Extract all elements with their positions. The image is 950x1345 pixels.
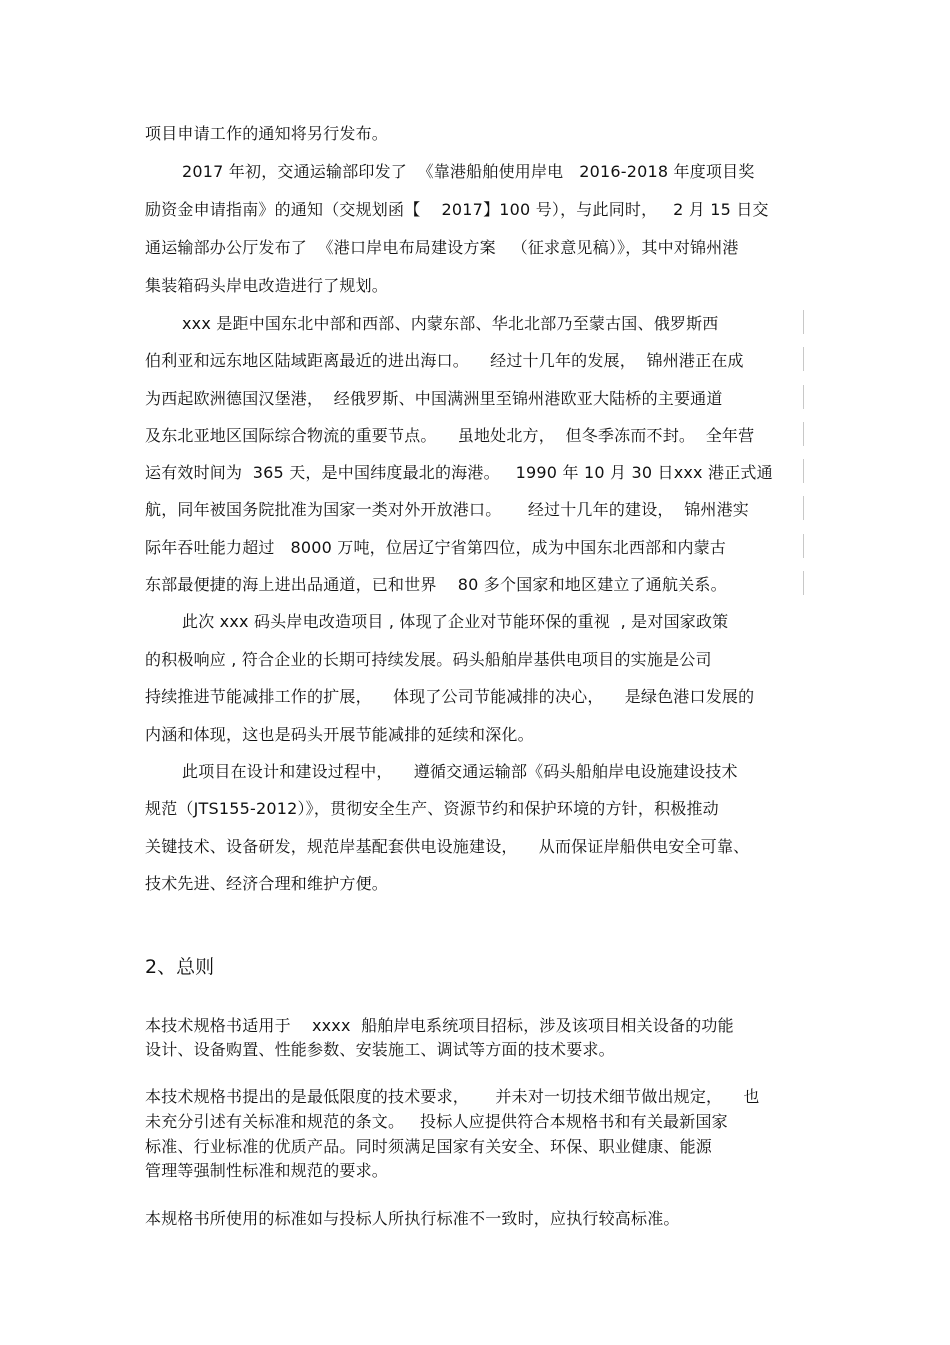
- paragraph-line: 为西起欧洲德国汉堡港， 经俄罗斯、中国满洲里至锦州港欧亚大陆桥的主要通道: [145, 389, 723, 408]
- paragraph-line: 及东北亚地区国际综合物流的重要节点。 虽地处北方， 但冬季冻而不封。 全年营: [145, 426, 755, 445]
- paragraph-line: 本技术规格书适用于 xxxx 船舶岸电系统项目招标，涉及该项目相关设备的功能: [145, 1016, 734, 1035]
- section-heading: 2、总则: [145, 956, 215, 978]
- paragraph-line: 2017 年初，交通运输部印发了 《靠港船舶使用岸电 2016-2018 年度项目奖: [182, 162, 755, 181]
- margin-rule: [803, 459, 804, 483]
- paragraph-line: 管理等强制性标准和规范的要求。: [145, 1161, 389, 1180]
- paragraph-line: 通运输部办公厅发布了 《港口岸电布局建设方案 （征求意见稿）》，其中对锦州港: [145, 238, 739, 257]
- paragraph-line: xxx 是距中国东北中部和西部、内蒙东部、华北北部乃至蒙古国、俄罗斯西: [182, 314, 719, 333]
- margin-rule: [803, 534, 804, 558]
- margin-rule: [803, 422, 804, 446]
- margin-rule: [803, 571, 804, 595]
- margin-rule: [803, 310, 804, 334]
- margin-rule: [803, 347, 804, 371]
- paragraph-line: 航，同年被国务院批准为国家一类对外开放港口。 经过十几年的建设， 锦州港实: [145, 500, 750, 519]
- paragraph-line: 本规格书所使用的标准如与投标人所执行标准不一致时，应执行较高标准。: [145, 1209, 680, 1228]
- paragraph-line: 本技术规格书提出的是最低限度的技术要求， 并未对一切技术细节做出规定， 也: [145, 1087, 760, 1106]
- paragraph-line: 集装箱码头岸电改造进行了规划。: [145, 276, 389, 295]
- paragraph-line: 际年吞吐能力超过 8000 万吨，位居辽宁省第四位，成为中国东北西部和内蒙古: [145, 538, 727, 557]
- paragraph-line: 励资金申请指南》的通知（交规划函【 2017】100 号），与此同时， 2 月 15 日交: [145, 200, 769, 219]
- paragraph-line: 技术先进、经济合理和维护方便。: [145, 874, 389, 893]
- paragraph-line: 运有效时间为 365 天，是中国纬度最北的海港。 1990 年 10 月 30 日xxx 港正式通: [145, 463, 773, 482]
- paragraph-line: 持续推进节能减排工作的扩展， 体现了公司节能减排的决心， 是绿色港口发展的: [145, 687, 755, 706]
- paragraph-line: 规范（JTS155-2012）》，贯彻安全生产、资源节约和保护环境的方针，积极推动: [145, 799, 719, 818]
- paragraph-line: 关键技术、设备研发，规范岸基配套供电设施建设， 从而保证岸船供电安全可靠、: [145, 837, 750, 856]
- paragraph-line: 内涵和体现，这也是码头开展节能减排的延续和深化。: [145, 725, 534, 744]
- paragraph-line: 的积极响应 , 符合企业的长期可持续发展。码头船舶岸基供电项目的实施是公司: [145, 650, 712, 669]
- margin-rule: [803, 385, 804, 409]
- paragraph-line: 此项目在设计和建设过程中， 遵循交通运输部《码头船舶岸电设施建设技术: [182, 762, 738, 781]
- margin-rule: [803, 496, 804, 520]
- paragraph-line: 设计、设备购置、性能参数、安装施工、调试等方面的技术要求。: [145, 1040, 615, 1059]
- paragraph-line: 未充分引述有关标准和规范的条文。 投标人应提供符合本规格书和有关最新国家: [145, 1112, 728, 1131]
- paragraph-line: 伯利亚和远东地区陆域距离最近的进出海口。 经过十几年的发展， 锦州港正在成: [145, 351, 744, 370]
- paragraph-line: 项目申请工作的通知将另行发布。: [145, 124, 389, 143]
- paragraph-line: 东部最便捷的海上进出品通道，已和世界 80 多个国家和地区建立了通航关系。: [145, 575, 727, 594]
- paragraph-line: 此次 xxx 码头岸电改造项目 , 体现了企业对节能环保的重视 , 是对国家政策: [182, 612, 729, 631]
- paragraph-line: 标准、行业标准的优质产品。同时须满足国家有关安全、环保、职业健康、能源: [145, 1137, 713, 1156]
